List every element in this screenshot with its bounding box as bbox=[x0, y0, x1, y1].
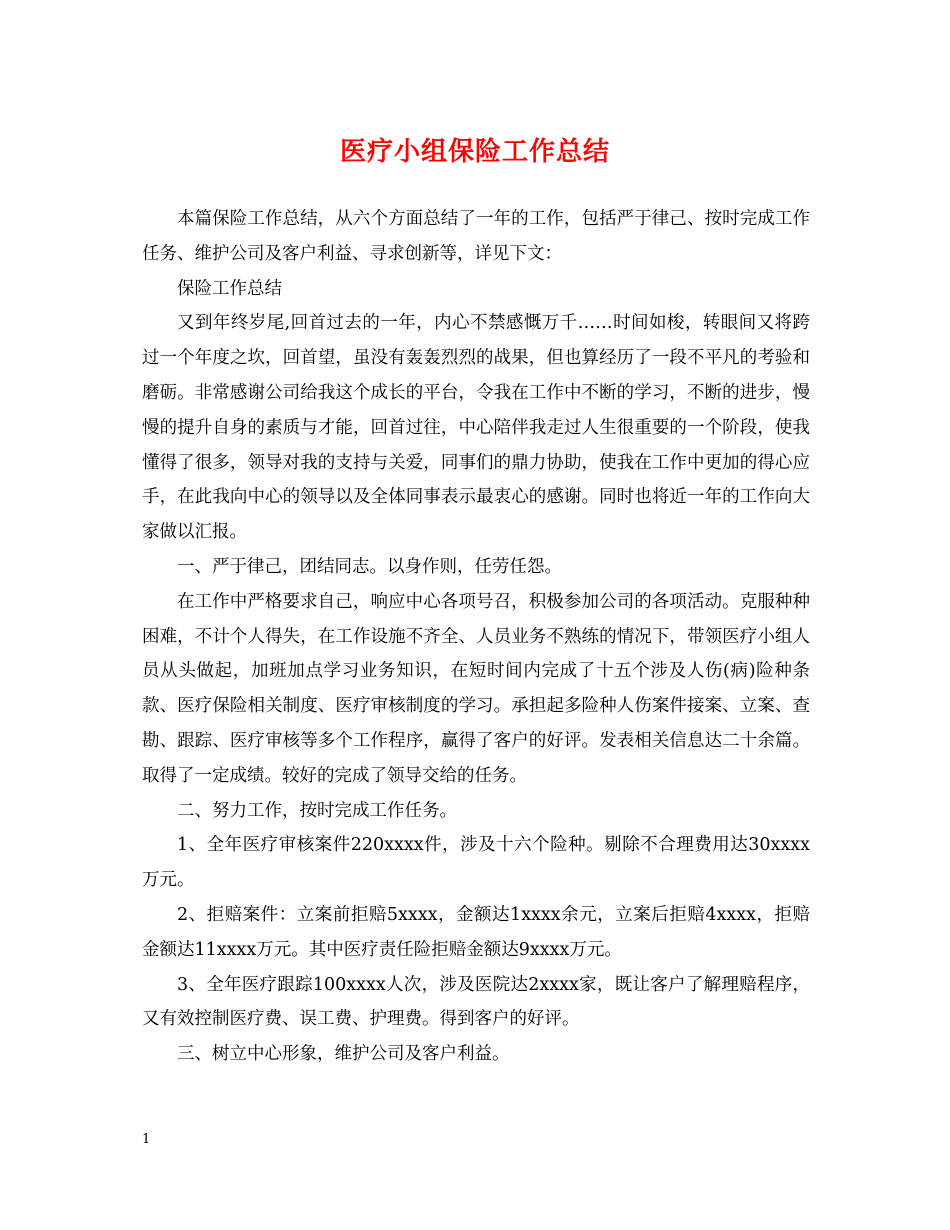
page-number: 1 bbox=[142, 1132, 151, 1147]
document-body bbox=[142, 202, 810, 1072]
paragraph-section-1: 在工作中严格要求自己，响应中心各项号召，积极参加公司的各项活动。克服种种困难，不计个人得失，在工作设施不齐全、人员业务不熟练的情况下，带领医疗小组人员从头做起，加班加点学习业务知识，在短时间内完成了十五个涉及人伤(病)险种条款、医疗保险相关制度、医疗审核制度的学习。承担起多险种人伤案件接案、立案、查勘、跟踪、医疗审核等多个工作程序，赢得了客户的好评。发表相关信息达二十余篇。取得了一定成绩。较好的完成了领导交给的任务。 bbox=[142, 591, 810, 786]
list-item-1: 1、全年医疗审核案件220xxxx件，涉及十六个险种。剔除不合理费用达30xxxx万元。 bbox=[142, 835, 810, 891]
document-title: 医疗小组保险工作总结 bbox=[339, 137, 610, 167]
paragraph-intro: 本篇保险工作总结，从六个方面总结了一年的工作，包括严于律己、按时完成工作任务、维护公司及客户利益、寻求创新等，详见下文： bbox=[142, 209, 810, 264]
section-heading-1: 一、严于律己，团结同志。以身作则，任劳任怨。 bbox=[177, 556, 562, 577]
paragraph-subtitle: 保险工作总结 bbox=[177, 278, 282, 299]
section-heading-2: 二、努力工作，按时完成工作任务。 bbox=[177, 800, 457, 821]
list-item-2: 2、拒赔案件：立案前拒赔5xxxx，金额达1xxxx余元，立案后拒赔4xxxx，拒赔金额达11xxxx万元。其中医疗责任险拒赔金额达9xxxx万元。 bbox=[142, 904, 810, 960]
list-item-3: 3、全年医疗跟踪100xxxx人次，涉及医院达2xxxx家，既让客户了解理赔程序，又有效控制医疗费、误工费、护理费。得到客户的好评。 bbox=[142, 974, 810, 1030]
section-heading-3: 三、树立中心形象，维护公司及客户利益。 bbox=[177, 1044, 510, 1065]
paragraph-opening: 又到年终岁尾,回首过去的一年，内心不禁感慨万千……时间如梭，转眼间又将跨过一个年度之坎，回首望，虽没有轰轰烈烈的战果，但也算经历了一段不平凡的考验和磨砺。非常感谢公司给我这个成长的平台，令我在工作中不断的学习，不断的进步，慢慢的提升自身的素质与才能，回首过往，中心陪伴我走过人生很重要的一个阶段，使我懂得了很多，领导对我的支持与关爱，同事们的鼎力协助，使我在工作中更加的得心应手，在此我向中心的领导以及全体同事表示最衷心的感谢。同时也将近一年的工作向大家做以汇报。 bbox=[142, 313, 810, 543]
